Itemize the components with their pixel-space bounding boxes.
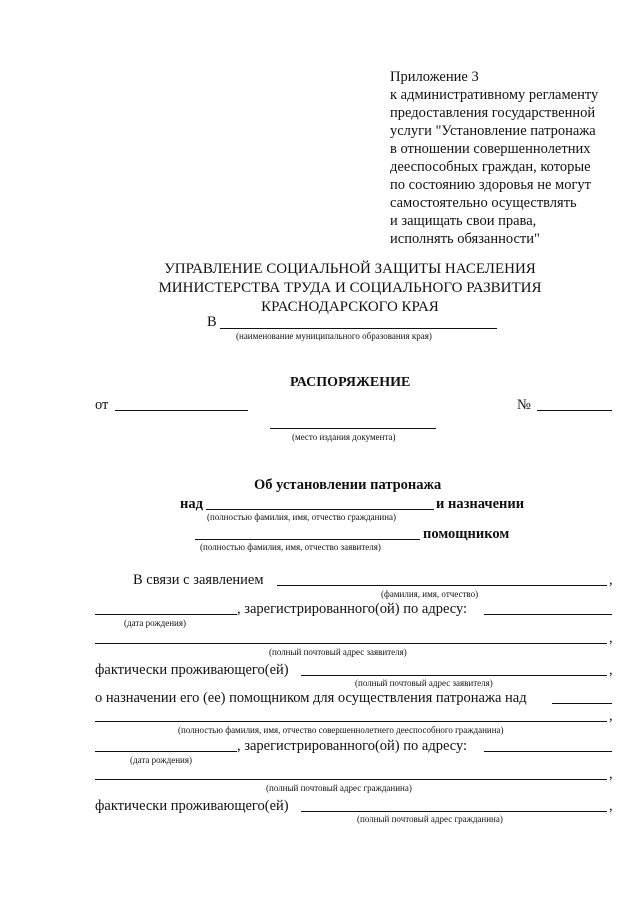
place-caption: (место издания документа) xyxy=(292,432,396,442)
order-title: РАСПОРЯЖЕНИЕ xyxy=(290,375,411,390)
place-field[interactable] xyxy=(270,428,436,429)
number-label: № xyxy=(517,397,531,413)
over-label: над xyxy=(180,496,203,512)
appendix-line: к административному регламенту xyxy=(390,87,599,103)
applicant-fio-caption: (полностью фамилия, имя, отчество заявителя) xyxy=(200,542,381,552)
registered-label-2: , зарегистрированного(ой) по адресу: xyxy=(237,738,468,754)
applicant-fio-field[interactable] xyxy=(195,539,420,540)
citizen-address-caption-2: (полный почтовый адрес гражданина) xyxy=(357,814,503,824)
org-header xyxy=(100,260,600,317)
appendix-line: дееспособных граждан, которые xyxy=(390,159,591,175)
municipality-field[interactable] xyxy=(220,328,497,329)
applicant-reg-address-field[interactable] xyxy=(95,643,607,644)
municipality-caption: (наименование муниципального образования края) xyxy=(236,331,432,341)
citizen-fio-field-start[interactable] xyxy=(552,703,612,704)
dob-caption-2: (дата рождения) xyxy=(130,755,192,765)
applicant-live-address-field[interactable] xyxy=(301,675,607,676)
appendix-line: по состоянию здоровья не могут xyxy=(390,177,592,193)
comma: , xyxy=(609,766,613,782)
applicant-reg-address-field-start[interactable] xyxy=(484,614,612,615)
org-line: УПРАВЛЕНИЕ СОЦИАЛЬНОЙ ЗАЩИТЫ НАСЕЛЕНИЯ xyxy=(164,261,536,277)
registered-label: , зарегистрированного(ой) по адресу: xyxy=(237,601,468,617)
appendix-line: предоставления государственной xyxy=(390,105,596,121)
appendix-line: исполнять обязанности" xyxy=(390,231,540,247)
living-label: фактически проживающего(ей) xyxy=(95,662,289,678)
appendix-line: и защищать свои права, xyxy=(390,213,537,229)
number-field[interactable] xyxy=(537,410,612,411)
citizen-fio-caption: (полностью фамилия, имя, отчество совершеннолетнего дееспособного гражданина) xyxy=(178,725,504,735)
applicant-address-caption-2: (полный почтовый адрес заявителя) xyxy=(355,678,493,688)
citizen-reg-address-field-start[interactable] xyxy=(484,751,612,752)
appendix-line: в отношении совершеннолетних xyxy=(390,141,591,157)
applicant-fio-body-field[interactable] xyxy=(277,585,607,586)
ward-fio-caption: (полностью фамилия, имя, отчество гражданина) xyxy=(207,512,397,522)
fio-caption: (фамилия, имя, отчество) xyxy=(381,589,479,599)
comma: , xyxy=(609,708,613,724)
in-connection-label: В связи с заявлением xyxy=(133,572,264,588)
citizen-address-caption: (полный почтовый адрес гражданина) xyxy=(266,783,412,793)
citizen-reg-address-field[interactable] xyxy=(95,779,607,780)
in-prefix: В xyxy=(207,314,217,330)
appendix-line: Приложение 3 xyxy=(390,69,479,85)
appendix-line: самостоятельно осуществлять xyxy=(390,195,577,211)
living-label-2: фактически проживающего(ей) xyxy=(95,798,289,814)
comma: , xyxy=(609,662,613,678)
dob-caption: (дата рождения) xyxy=(124,618,186,628)
comma: , xyxy=(609,572,613,588)
subject-title: Об установлении патронажа xyxy=(254,477,442,493)
appoint-text: о назначении его (ее) помощником для осуществления патронажа над xyxy=(95,690,527,706)
from-label: от xyxy=(95,397,109,413)
comma: , xyxy=(609,798,613,814)
citizen-dob-field[interactable] xyxy=(95,751,237,752)
assistant-label: помощником xyxy=(423,526,510,542)
date-field[interactable] xyxy=(115,410,248,411)
appendix-line: услуги "Установление патронажа xyxy=(390,123,596,139)
ward-fio-field[interactable] xyxy=(206,509,434,510)
applicant-dob-field[interactable] xyxy=(95,614,237,615)
org-line: МИНИСТЕРСТВА ТРУДА И СОЦИАЛЬНОГО РАЗВИТИЯ xyxy=(158,280,542,296)
comma: , xyxy=(609,630,613,646)
citizen-live-address-field[interactable] xyxy=(301,811,607,812)
appendix-block xyxy=(390,68,598,248)
applicant-address-caption: (полный почтовый адрес заявителя) xyxy=(269,647,407,657)
citizen-fio-field[interactable] xyxy=(95,721,607,722)
org-line: КРАСНОДАРСКОГО КРАЯ xyxy=(261,299,439,315)
and-appoint-label: и назначении xyxy=(436,496,525,512)
